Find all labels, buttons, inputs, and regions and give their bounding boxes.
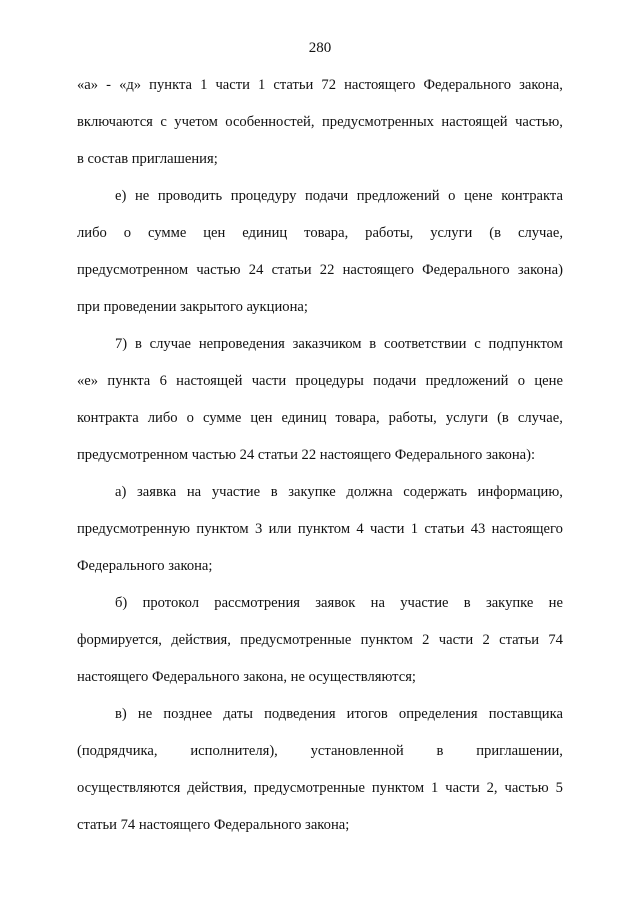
text-line: в) не позднее даты подведения итогов определения поставщика xyxy=(115,706,563,722)
text-line: «а» - «д» пункта 1 части 1 статьи 72 настоящего Федерального закона, xyxy=(77,77,563,93)
document-body xyxy=(77,75,563,852)
text-line: осуществляются действия, предусмотренные пунктом 1 части 2, частью 5 xyxy=(77,780,563,796)
text-line: (подрядчика, исполнителя), установленной в приглашении, xyxy=(77,743,563,759)
text-line: предусмотренном частью 24 статьи 22 настоящего Федерального закона) xyxy=(77,262,563,278)
text-line: «е» пункта 6 настоящей части процедуры подачи предложений о цене xyxy=(77,373,563,389)
text-line: включаются с учетом особенностей, предусмотренных настоящей частью, xyxy=(77,114,563,130)
text-line: контракта либо о сумме цен единиц товара, работы, услуги (в случае, xyxy=(77,410,563,426)
text-line: е) не проводить процедуру подачи предложений о цене контракта xyxy=(115,188,563,204)
text-line: в состав приглашения; xyxy=(77,151,218,167)
text-line: 7) в случае непроведения заказчиком в соответствии с подпунктом xyxy=(115,336,563,352)
text-line: Федерального закона; xyxy=(77,558,213,574)
text-line: настоящего Федерального закона, не осуществляются; xyxy=(77,669,416,685)
page-number: 280 xyxy=(308,40,332,56)
text-line: формируется, действия, предусмотренные пунктом 2 части 2 статьи 74 xyxy=(77,632,563,648)
text-line: при проведении закрытого аукциона; xyxy=(77,299,308,315)
text-line: предусмотренном частью 24 статьи 22 настоящего Федерального закона): xyxy=(77,447,536,463)
text-line: б) протокол рассмотрения заявок на участие в закупке не xyxy=(115,595,563,611)
text-line: предусмотренную пунктом 3 или пунктом 4 части 1 статьи 43 настоящего xyxy=(77,521,563,537)
text-line: статьи 74 настоящего Федерального закона; xyxy=(77,817,350,833)
text-line: либо о сумме цен единиц товара, работы, услуги (в случае, xyxy=(77,225,563,241)
text-line: а) заявка на участие в закупке должна содержать информацию, xyxy=(115,484,563,500)
